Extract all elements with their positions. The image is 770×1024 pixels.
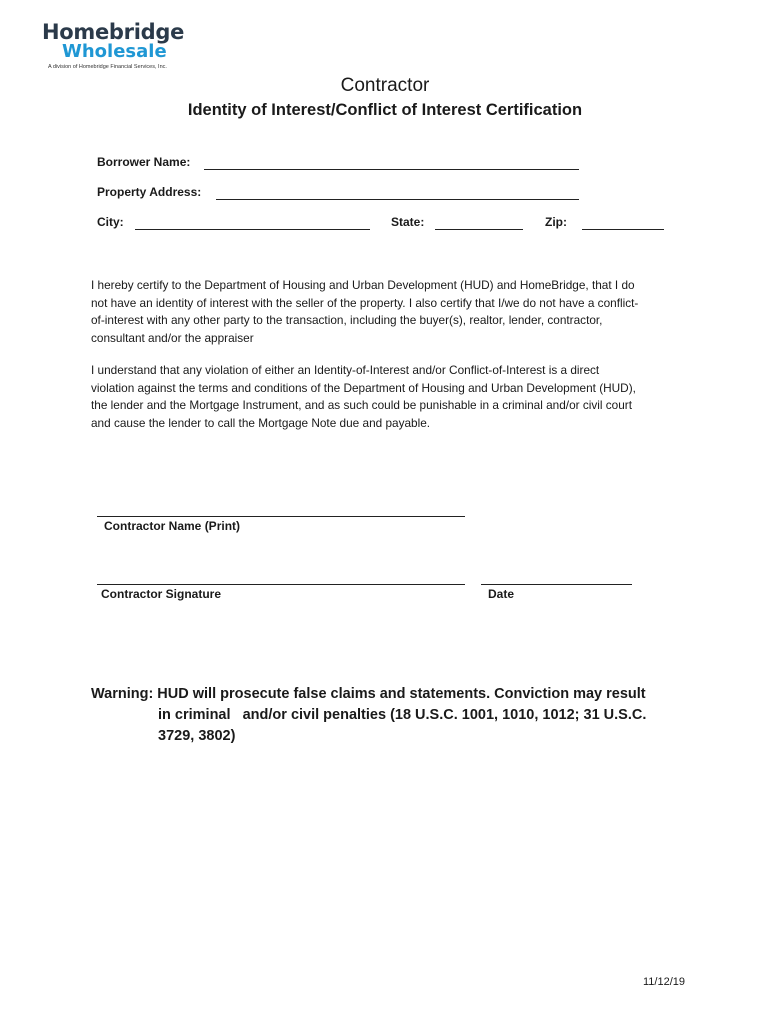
paragraph-line: I hereby certify to the Department of Housing and Urban Development (HUD) and HomeBridge, that I do — [91, 278, 635, 292]
date-label: Date — [488, 587, 515, 601]
city-label: City: — [97, 215, 124, 229]
page-subtitle: Identity of Interest/Conflict of Interest Certification — [187, 101, 583, 119]
contractor-signature-field[interactable] — [97, 584, 465, 585]
paragraph-line: not have an identity of interest with the seller of the property. I also certify that I/we do not have a conflict- — [91, 295, 639, 310]
logo-division-text: A division of Homebridge Financial Services, Inc. — [48, 64, 167, 70]
paragraph-line: consultant and/or the appraiser — [91, 330, 254, 345]
borrower-name-field[interactable] — [204, 169, 579, 170]
contractor-name-field[interactable] — [97, 516, 465, 517]
paragraph-line: of-interest with any other party to the transaction, including the buyer(s), realtor, lender, contractor, — [91, 313, 603, 327]
state-label: State: — [391, 215, 425, 229]
paragraph-line: and cause the lender to call the Mortgage Note due and payable. — [91, 415, 431, 430]
zip-label: Zip: — [545, 215, 567, 229]
paragraph-line: violation against the terms and conditions of the Department of Housing and Urban Development (HUD), — [91, 380, 636, 395]
date-field[interactable] — [481, 584, 632, 585]
page-title: Contractor — [340, 75, 430, 96]
borrower-name-label: Borrower Name: — [97, 155, 191, 169]
logo-brand-line1: Homebridge — [42, 20, 185, 44]
certification-paragraph — [91, 277, 691, 347]
revision-date: 11/12/19 — [643, 976, 686, 988]
logo-brand-line2: Wholesale — [62, 41, 167, 62]
property-address-field[interactable] — [216, 199, 579, 200]
paragraph-line: I understand that any violation of either an Identity-of-Interest and/or Conflict-of-Interest is a direct — [91, 363, 600, 377]
homebridge-wholesale-logo — [42, 20, 202, 74]
state-field[interactable] — [435, 229, 523, 230]
city-field[interactable] — [135, 229, 370, 230]
contractor-name-label: Contractor Name (Print) — [104, 519, 241, 533]
zip-field[interactable] — [582, 229, 664, 230]
warning-line-3: 3729, 3802) — [158, 728, 236, 744]
paragraph-line: the lender and the Mortgage Instrument, and as such could be punishable in a criminal and/or civil court — [91, 398, 633, 412]
warning-line-1: Warning: HUD will prosecute false claims and statements. Conviction may result — [91, 686, 646, 702]
property-address-label: Property Address: — [97, 185, 202, 199]
violation-paragraph — [91, 362, 691, 432]
warning-line-2: in criminal and/or civil penalties (18 U.S.C. 1001, 1010, 1012; 31 U.S.C. — [158, 707, 647, 723]
contractor-signature-label: Contractor Signature — [101, 587, 222, 601]
